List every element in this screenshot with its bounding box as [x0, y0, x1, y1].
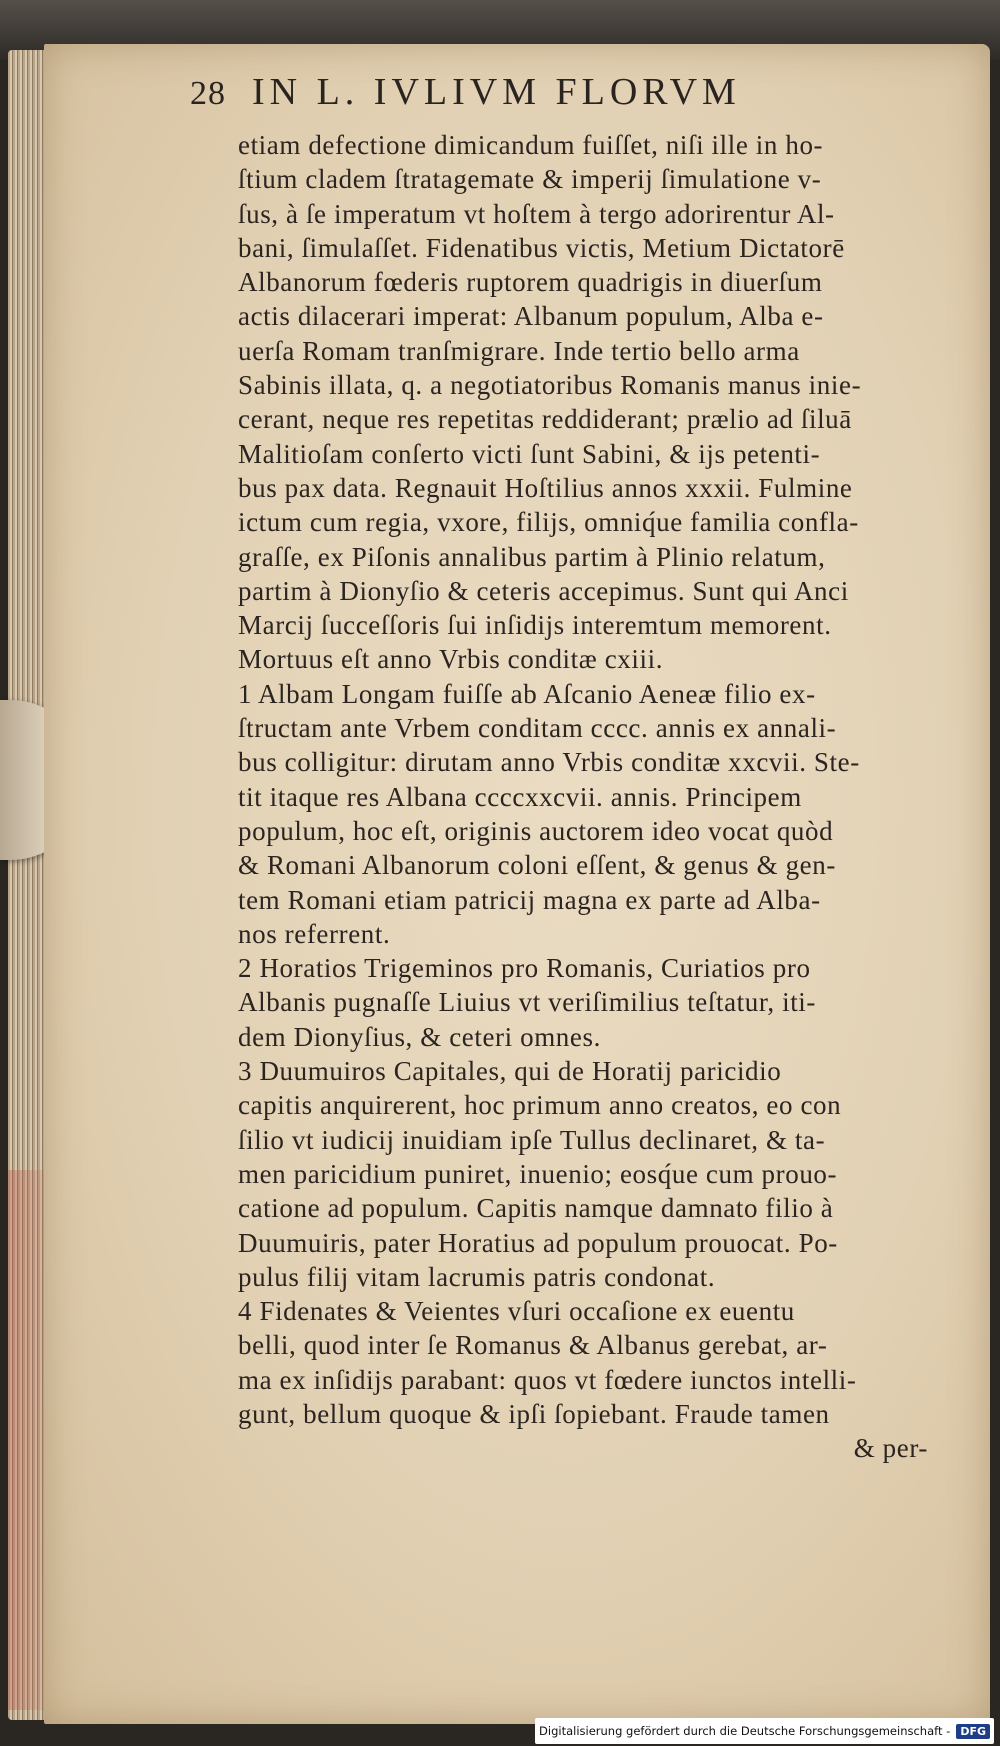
text-line: pulus filij vitam lacrumis patris condonat. [238, 1261, 716, 1292]
red-edge-tint [8, 1170, 48, 1710]
text-line: 4 Fidenates & Veientes vſuri occaſione ex euentu [238, 1296, 795, 1327]
text-line: gunt, bellum quoque & ipſi ſopiebant. Fraude tamen [238, 1398, 830, 1429]
text-line: Albanis pugnaſſe Liuius vt veriſimilius teſtatur, iti- [238, 987, 816, 1018]
footer-banner [535, 1718, 994, 1744]
text-line: ſus, à ſe imperatum vt hoſtem à tergo adorirentur Al- [238, 198, 835, 229]
dfg-logo: DFG [956, 1724, 990, 1739]
text-line: ictum cum regia, vxore, filijs, omniq́ue familia confla- [238, 507, 859, 538]
text-line: & per- [853, 1433, 928, 1464]
text-line: bani, ſimulaſſet. Fidenatibus victis, Metium Dictatorē [238, 232, 845, 263]
text-line: tit itaque res Albana ccccxxcvii. annis. Principem [238, 781, 802, 812]
text-line: ſtructam ante Vrbem conditam cccc. annis ex annali- [238, 713, 837, 744]
text-line: graſſe, ex Piſonis annalibus partim à Plinio relatum, [238, 541, 826, 572]
text-line: Mortuus eſt anno Vrbis conditæ cxiii. [238, 644, 664, 675]
text-line: belli, quod inter ſe Romanus & Albanus gerebat, ar- [238, 1330, 828, 1361]
text-line: Malitioſam conſerto victi ſunt Sabini, & ijs petenti- [238, 438, 821, 469]
text-line: Sabinis illata, q. a negotiatoribus Romanis manus inie- [238, 370, 862, 401]
text-line: etiam defectione dimicandum fuiſſet, niſi ille in ho- [238, 130, 824, 160]
footer-text: Digitalisierung gefördert durch die Deutsche Forschungsgemeinschaft - [539, 1724, 951, 1738]
text-line: ma ex inſidijs parabant: quos vt fœdere iunctos intelli- [238, 1364, 857, 1395]
running-title: IN L. IVLIVM FLORVM [252, 71, 741, 113]
text-line: uerſa Romam tranſmigrare. Inde tertio bello arma [238, 335, 800, 366]
text-line: Albanorum fœderis ruptorem quadrigis in diuerſum [238, 267, 823, 298]
text-line: bus pax data. Regnauit Hoſtilius annos xxxii. Fulmine [238, 472, 853, 503]
text-line: & Romani Albanorum coloni eſſent, & genus & gen- [238, 850, 836, 881]
page-number: 28 [190, 75, 226, 112]
text-line: tem Romani etiam patricij magna ex parte ad Alba- [238, 884, 821, 915]
book-page-edges [8, 50, 48, 1720]
text-line: ſilio vt iudicij inuidiam ipſe Tullus declinaret, & ta- [238, 1124, 826, 1155]
body-text [238, 128, 928, 1466]
text-line: bus colligitur: dirutam anno Vrbis conditæ xxcvii. Ste- [238, 747, 860, 778]
text-line: Duumuiris, pater Horatius ad populum prouocat. Po- [238, 1227, 838, 1258]
text-line: catione ad populum. Capitis namque damnato filio à [238, 1193, 834, 1224]
text-line: populum, hoc eſt, originis auctorem ideo vocat quòd [238, 815, 834, 846]
text-line: actis dilacerari imperat: Albanum populum, Alba e- [238, 301, 824, 332]
running-head [190, 70, 810, 130]
text-line: 2 Horatios Trigeminos pro Romanis, Curiatios pro [238, 953, 811, 984]
text-line: capitis anquirerent, hoc primum anno creatos, eo con [238, 1090, 842, 1121]
text-line: Marcij ſucceſſoris ſui inſidijs interemtum memorent. [238, 610, 832, 641]
text-line: partim à Dionyſio & ceteris accepimus. Sunt qui Anci [238, 575, 849, 606]
text-line: men paricidium puniret, inuenio; eosq́ue cum prouo- [238, 1158, 838, 1189]
text-line: nos referrent. [238, 918, 391, 949]
text-line: 1 Albam Longam fuiſſe ab Aſcanio Aeneæ filio ex- [238, 678, 816, 709]
text-line: dem Dionyſius, & ceteri omnes. [238, 1021, 601, 1052]
text-line: cerant, neque res repetitas reddiderant; prælio ad ſiluā [238, 404, 852, 435]
text-line: ſtium cladem ſtratagemate & imperij ſimulatione v- [238, 164, 822, 195]
text-line: 3 Duumuiros Capitales, qui de Horatij paricidio [238, 1056, 782, 1087]
